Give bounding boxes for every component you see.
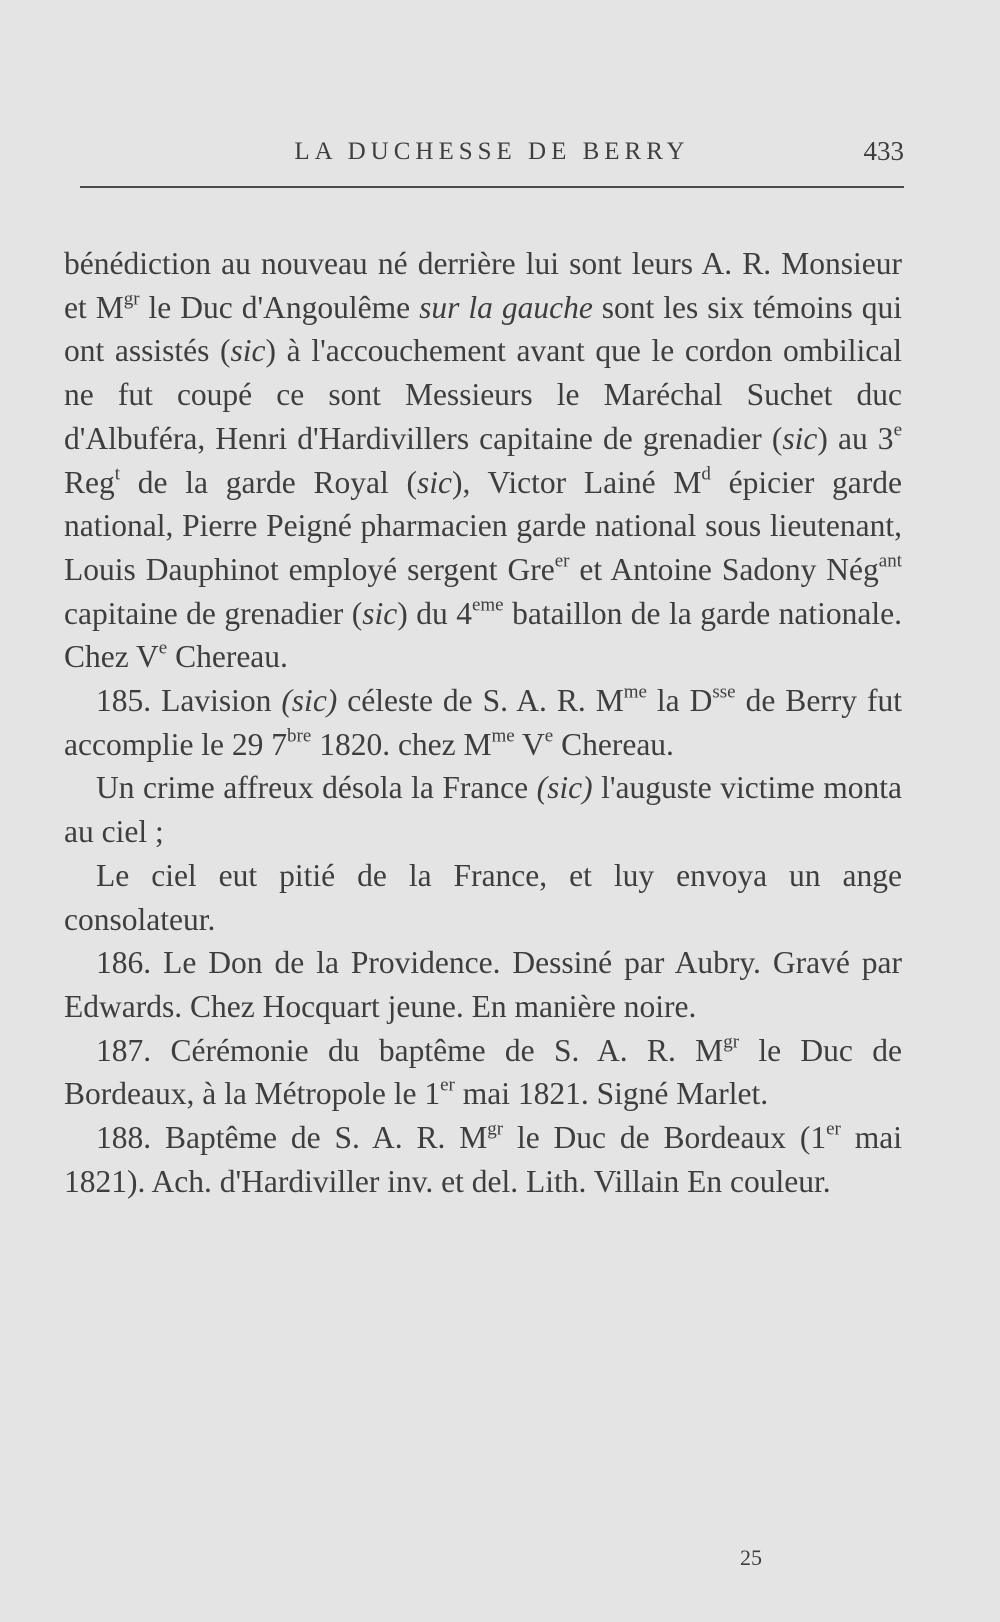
text-run: épicier garde national, Pierre Peigné pharmacien garde national sous lieutenant, Louis Dauphinot employé sergent Gre [64,464,903,587]
text-run: ) au 3 [817,420,894,456]
signature-mark: 25 [740,1545,762,1570]
catalog-entry-187 [64,1029,902,1116]
text-run: le Duc de Bordeaux, à la Métropole le 1 [64,1032,902,1112]
superscript: sse [712,681,736,703]
page-number: 433 [863,136,904,166]
text-run: bataillon de la garde nationale. Chez V [64,595,902,675]
superscript: er [440,1075,455,1097]
catalog-entry-185 [64,679,902,766]
catalog-entry-186 [64,941,902,1028]
italic-run: sic [362,595,398,631]
running-title: LA DUCHESSE DE BERRY [294,138,690,165]
italic-run: sic [230,333,266,369]
superscript: gr [723,1031,740,1053]
text-run: mai 1821). Ach. d'Hardiviller inv. et del. Lith. Villain En couleur. [64,1120,902,1199]
superscript: me [491,725,515,747]
running-head [80,132,904,172]
text-run: bénédiction au nouveau né derrière lui sont leurs A. R. Monsieur et M [64,246,902,325]
italic-run: sic [782,420,818,456]
superscript: t [114,463,121,485]
text-run: de Berry fut accomplie le 29 7 [64,683,902,762]
italic-run: (sic) [281,683,338,719]
text-run: le Duc de Bordeaux (1 [503,1120,827,1156]
text-run: mai 1821. Signé Marlet. [454,1076,769,1112]
page-body [64,242,902,1203]
text-run: 188. Baptême de S. A. R. M [96,1120,488,1156]
italic-run: sur la gauche [419,289,593,325]
superscript: e [893,419,902,441]
text-run: Chereau. [167,639,288,675]
superscript: eme [471,594,504,616]
text-run: 186. Le Don de la Providence. Dessiné par Aubry. Gravé par Edwards. Chez Hocquart jeune. En manière noire. [64,945,902,1024]
catalog-entry-188 [64,1116,902,1203]
text-run: ) du 4 [397,595,472,631]
inscription-line-2 [64,854,902,941]
text-run: Reg [64,464,115,500]
text-run: le Duc d'Angoulême [139,289,420,325]
superscript: bre [287,725,312,747]
inscription-line-1 [64,766,902,853]
superscript: er [554,550,570,572]
text-run: ), Victor Lainé M [451,464,702,500]
italic-run: (sic) [536,770,593,806]
text-run: ) à l'accouchement avant que le cordon ombilical ne fut coupé ce sont Messieurs le Maréchal Suchet duc d'Albuféra, Henri d'Hardivillers capitaine de grenadier ( [64,333,902,456]
header-rule [80,186,904,188]
superscript: e [158,638,168,660]
text-run: l'auguste victime monta au ciel ; [64,770,902,850]
text-run: sont les six témoins qui ont assistés ( [64,289,902,369]
paragraph-continued [64,242,902,679]
text-run: la D [646,683,713,719]
text-run: et Antoine Sadony Nég [569,551,879,587]
superscript: me [623,681,647,703]
text-run: céleste de S. A. R. M [337,683,624,719]
superscript: d [701,463,711,485]
text-run: 187. Cérémonie du baptême de S. A. R. M [96,1032,724,1068]
text-run: Chereau. [553,726,674,762]
superscript: er [826,1118,841,1140]
text-run: V [514,726,545,762]
superscript: ant [878,550,902,572]
superscript: e [544,725,554,747]
text-run: capitaine de grenadier ( [64,595,363,631]
italic-run: sic [416,464,452,500]
text-run: Le ciel eut pitié de la France, et luy envoya un ange consolateur. [64,857,902,937]
text-run: 185. Lavision [96,683,282,719]
superscript: gr [123,288,140,310]
text-run: de la garde Royal ( [120,464,417,500]
text-run: 1820. chez M [311,726,492,762]
superscript: gr [487,1118,504,1140]
text-run: Un crime affreux désola la France [96,770,537,806]
